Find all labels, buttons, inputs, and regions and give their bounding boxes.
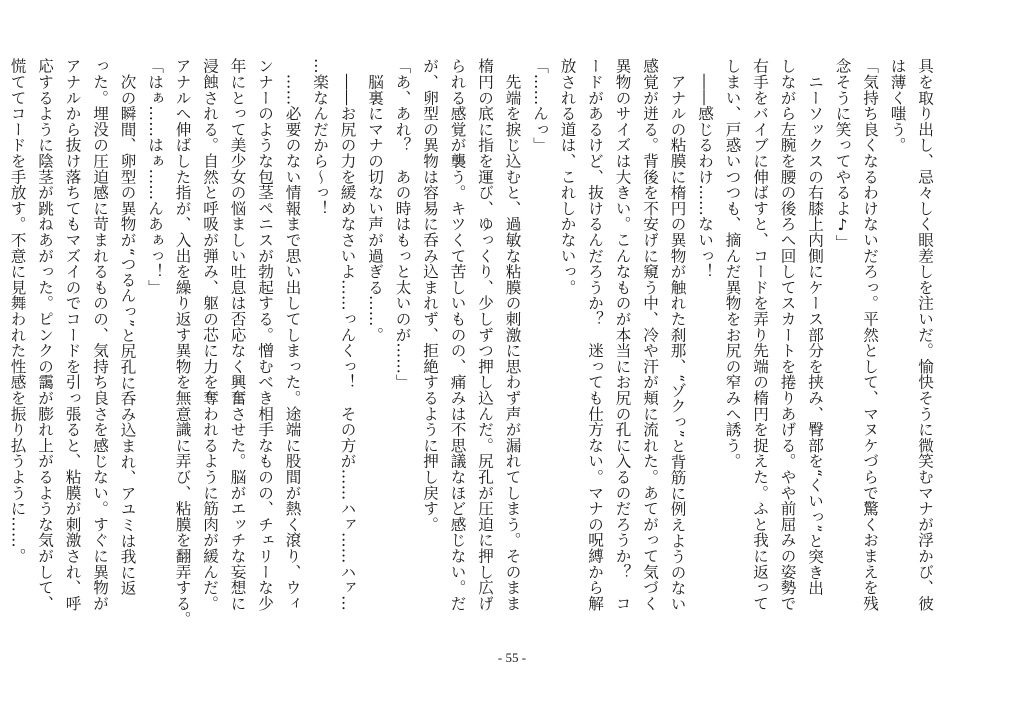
text-line: 異物のサイズは大きい。こんなものが本当にお尻の孔に入るのだろうか？ コ [613,58,632,611]
text-line: 感覚が迸る。背後を不安げに窺う中、冷や汗が頬に流れた。あてがって気づく [641,58,659,611]
text-line: 楕円の底に指を運び、ゆっくり、少しずつ押し込んだ。尻孔が圧迫に押し広げ [476,58,494,611]
text-line: ――お尻の力を緩めなさいよ……っんくっ！ その方が……ハァ……ハァ… [338,58,357,611]
text-line: 慌ててコードを手放す。不意に見舞われた性感を振り払うように……。 [8,58,27,564]
text-line: ードがあるけど、抜けるんだろうか？ 迷っても仕方ない。マナの呪縛から解 [586,58,604,611]
text-line: 「はぁ……はぁ……んあぁっ！」 [146,58,164,295]
text-line: ニーソックスの右膝上内側にケース部分を挟み、臀部を“くいっ”と突き出 [806,58,824,596]
text-line: 「……んっ」 [531,58,549,153]
text-line: 念そうに笑ってやるよ♪」 [833,58,852,250]
text-line: アナルの粘膜に楕円の異物が触れた刹那、“ゾクっ”と背筋に例えようのない [668,58,687,612]
page-number: - 55 - [497,650,527,665]
text-line: が、卵型の異物は容易に呑み込まれず、拒絶するように押し戻す。 [421,58,439,532]
text-line: られる感覚が襲う。キツくて苦しいものの、痛みは不思議なほど感じない。だ [448,58,467,611]
text-line: ……必要のない情報まで思い出してしまった。途端に股間が熱く滾り、ウィ [283,58,302,611]
text-line: 右手をバイブに伸ばすと、コードを弄り先端の楕円を捉えた。ふと我に返って [751,58,769,611]
text-line: 放される道は、これしかないっ。 [558,58,577,295]
text-line: しながら左腕を腰の後ろへ回してスカートを捲りあげる。やや前屈みの姿勢で [778,58,797,611]
text-line: 年にとって美少女の悩ましい吐息は否応なく興奮させた。脳がエッチな妄想に [228,58,247,611]
text-line: ――感じるわけ……ないっ！ [696,58,714,280]
text-line: った。埋没の圧迫感に苛まれるものの、気持ち良さを感じない。すぐに異物が [91,58,109,611]
text-line: 応するように陰茎が跳ねあがった。ピンクの靄が膨れ上がるような気がして、 [36,58,54,611]
text-line: 先端を捩じ込むと、過敏な粘膜の刺激に思わず声が漏れてしまう。そのまま [503,58,522,611]
text-line: 「気持ち良くなるわけないだろっ。平然として、マヌケづらで驚くおまえを残 [861,58,879,611]
text-line: は薄く嗤う。 [888,58,907,153]
vertical-text-body [8,58,938,627]
text-line: ンナーのような包茎ペニスが勃起する。憎むべき相手なものの、チェリーな少 [256,58,274,611]
text-line: 次の瞬間、卵型の異物が“つるんっ”と尻孔に呑み込まれ、アユミは我に返 [118,58,137,596]
text-line: 「あ、あれ？ あの時はもっと太いのが……」 [393,58,412,390]
text-line: アナルへ伸ばした指が、入出を繰り返す異物を無意識に弄び、粘膜を翻弄する。 [173,58,192,627]
text-line: しまい、戸惑いつつも、摘んだ異物をお尻の窄みへ誘う。 [723,58,742,469]
text-line: …楽なんだから～っ！ [311,58,329,216]
text-line: 具を取り出し、忌々しく眼差しを注いだ。愉快そうに微笑むマナが浮かび、彼 [916,58,934,611]
text-line: 脳裏にマナの切ない声が過ぎる……。 [366,58,384,343]
text-line: アナルから抜け落ちてもマズイのでコードを引っ張ると、粘膜が刺激され、呼 [63,58,82,611]
text-line: 浸蝕される。自然と呼吸が弾み、躯の芯に力を奪われるように筋肉が緩んだ。 [201,58,219,611]
